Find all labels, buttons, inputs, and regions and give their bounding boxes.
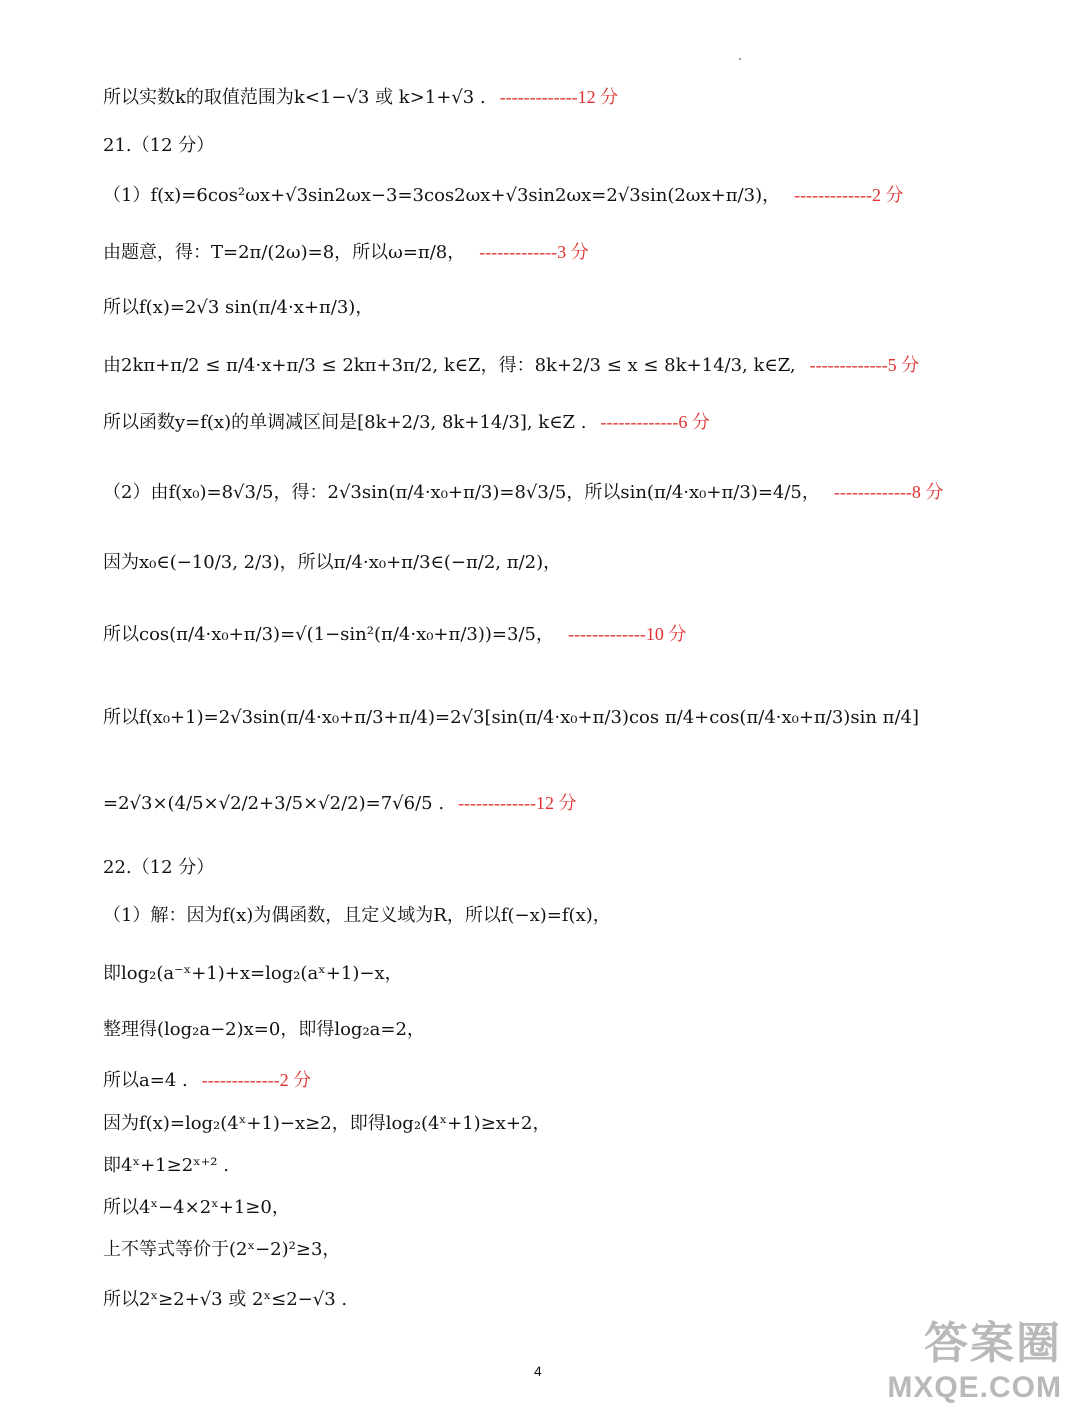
line-1-text: 所以实数k的取值范围为k<1−√3 或 k>1+√3 . [103, 87, 486, 108]
line-9-text: 因为x₀∈(−10/3, 2/3)，所以π/4·x₀+π/3∈(−π/2, π/2)， [103, 552, 562, 573]
line-15 [103, 965, 403, 983]
line-7-text: 所以函数y=f(x)的单调减区间是[8k+2/3, 8k+14/3], k∈Z . [103, 412, 587, 433]
line-6-score: -------------5 分 [809, 355, 920, 375]
line-4-score: -------------3 分 [479, 242, 589, 262]
line-6 [103, 356, 919, 375]
q21-heading-text: 21.（12 分） [103, 135, 215, 156]
line-5-text: 所以f(x)=2√3 sin(π/4·x+π/3)， [103, 297, 374, 318]
page-number: 4 [534, 1363, 542, 1379]
line-21 [103, 1241, 340, 1259]
line-16 [103, 1021, 425, 1039]
line-20-text: 所以4ˣ−4×2ˣ+1≥0， [103, 1197, 290, 1218]
line-21-text: 上不等式等价于(2ˣ−2)²≥3， [103, 1239, 341, 1260]
page-dot [739, 58, 741, 60]
line-9 [103, 554, 561, 572]
line-18 [103, 1115, 550, 1133]
line-11 [103, 709, 919, 727]
line-11-text: 所以f(x₀+1)=2√3sin(π/4·x₀+π/3+π/4)=2√3[sin(π/4·x₀+π/3)cos π/4+cos(π/4·x₀+π/3)sin π/4] [103, 707, 920, 728]
line-17-score: -------------2 分 [201, 1070, 312, 1090]
line-8-text: （2）由f(x₀)=8√3/5，得：2√3sin(π/4·x₀+π/3)=8√3/5，所以sin(π/4·x₀+π/3)=4/5， [103, 482, 820, 503]
line-14 [103, 907, 611, 925]
line-6-text: 由2kπ+π/2 ≤ π/4·x+π/3 ≤ 2kπ+3π/2, k∈Z，得：8k+2/3 ≤ x ≤ 8k+14/3, k∈Z, [103, 355, 796, 376]
line-16-text: 整理得(log₂a−2)x=0，即得log₂a=2， [103, 1019, 425, 1040]
q22-heading [103, 859, 214, 877]
line-18-text: 因为f(x)=log₂(4ˣ+1)−x≥2，即得log₂(4ˣ+1)≥x+2， [103, 1113, 551, 1134]
line-10 [103, 625, 686, 644]
line-10-text: 所以cos(π/4·x₀+π/3)=√(1−sin²(π/4·x₀+π/3))=3/5， [103, 624, 554, 645]
line-17 [103, 1071, 311, 1090]
line-4 [103, 243, 589, 262]
line-8-score: -------------8 分 [833, 482, 944, 502]
line-1 [103, 88, 618, 107]
line-5 [103, 299, 373, 317]
line-22 [103, 1291, 347, 1309]
watermark-bottom: MXQE.COM [887, 1371, 1062, 1404]
line-19-text: 即4ˣ+1≥2ˣ⁺² . [103, 1155, 229, 1176]
line-7-score: -------------6 分 [600, 412, 710, 432]
line-3-score: -------------2 分 [794, 185, 904, 205]
line-7 [103, 413, 710, 432]
q22-heading-text: 22.（12 分） [103, 857, 215, 878]
line-12-score: -------------12 分 [458, 793, 577, 813]
line-20 [103, 1199, 290, 1217]
line-4-text: 由题意，得：T=2π/(2ω)=8，所以ω=π/8， [103, 242, 466, 263]
watermark-top: 答案圈 [924, 1319, 1062, 1368]
line-14-text: （1）解：因为f(x)为偶函数，且定义域为R，所以f(−x)=f(x)， [103, 905, 611, 926]
line-17-text: 所以a=4 . [103, 1070, 188, 1091]
line-15-text: 即log₂(a⁻ˣ+1)+x=log₂(aˣ+1)−x， [103, 963, 403, 984]
line-19 [103, 1157, 229, 1175]
line-3-text: （1）f(x)=6cos²ωx+√3sin2ωx−3=3cos2ωx+√3sin2ωx=2√3sin(2ωx+π/3)， [103, 185, 781, 206]
line-12-text: =2√3×(4/5×√2/2+3/5×√2/2)=7√6/5 . [103, 793, 445, 814]
line-22-text: 所以2ˣ≥2+√3 或 2ˣ≤2−√3 . [103, 1289, 348, 1310]
line-8 [103, 483, 943, 502]
q21-heading [103, 137, 214, 155]
line-1-score: -------------12 分 [499, 87, 619, 107]
line-10-score: -------------10 分 [567, 624, 687, 644]
line-3 [103, 186, 904, 205]
line-12 [103, 794, 577, 813]
watermark-logo [887, 1307, 1062, 1405]
